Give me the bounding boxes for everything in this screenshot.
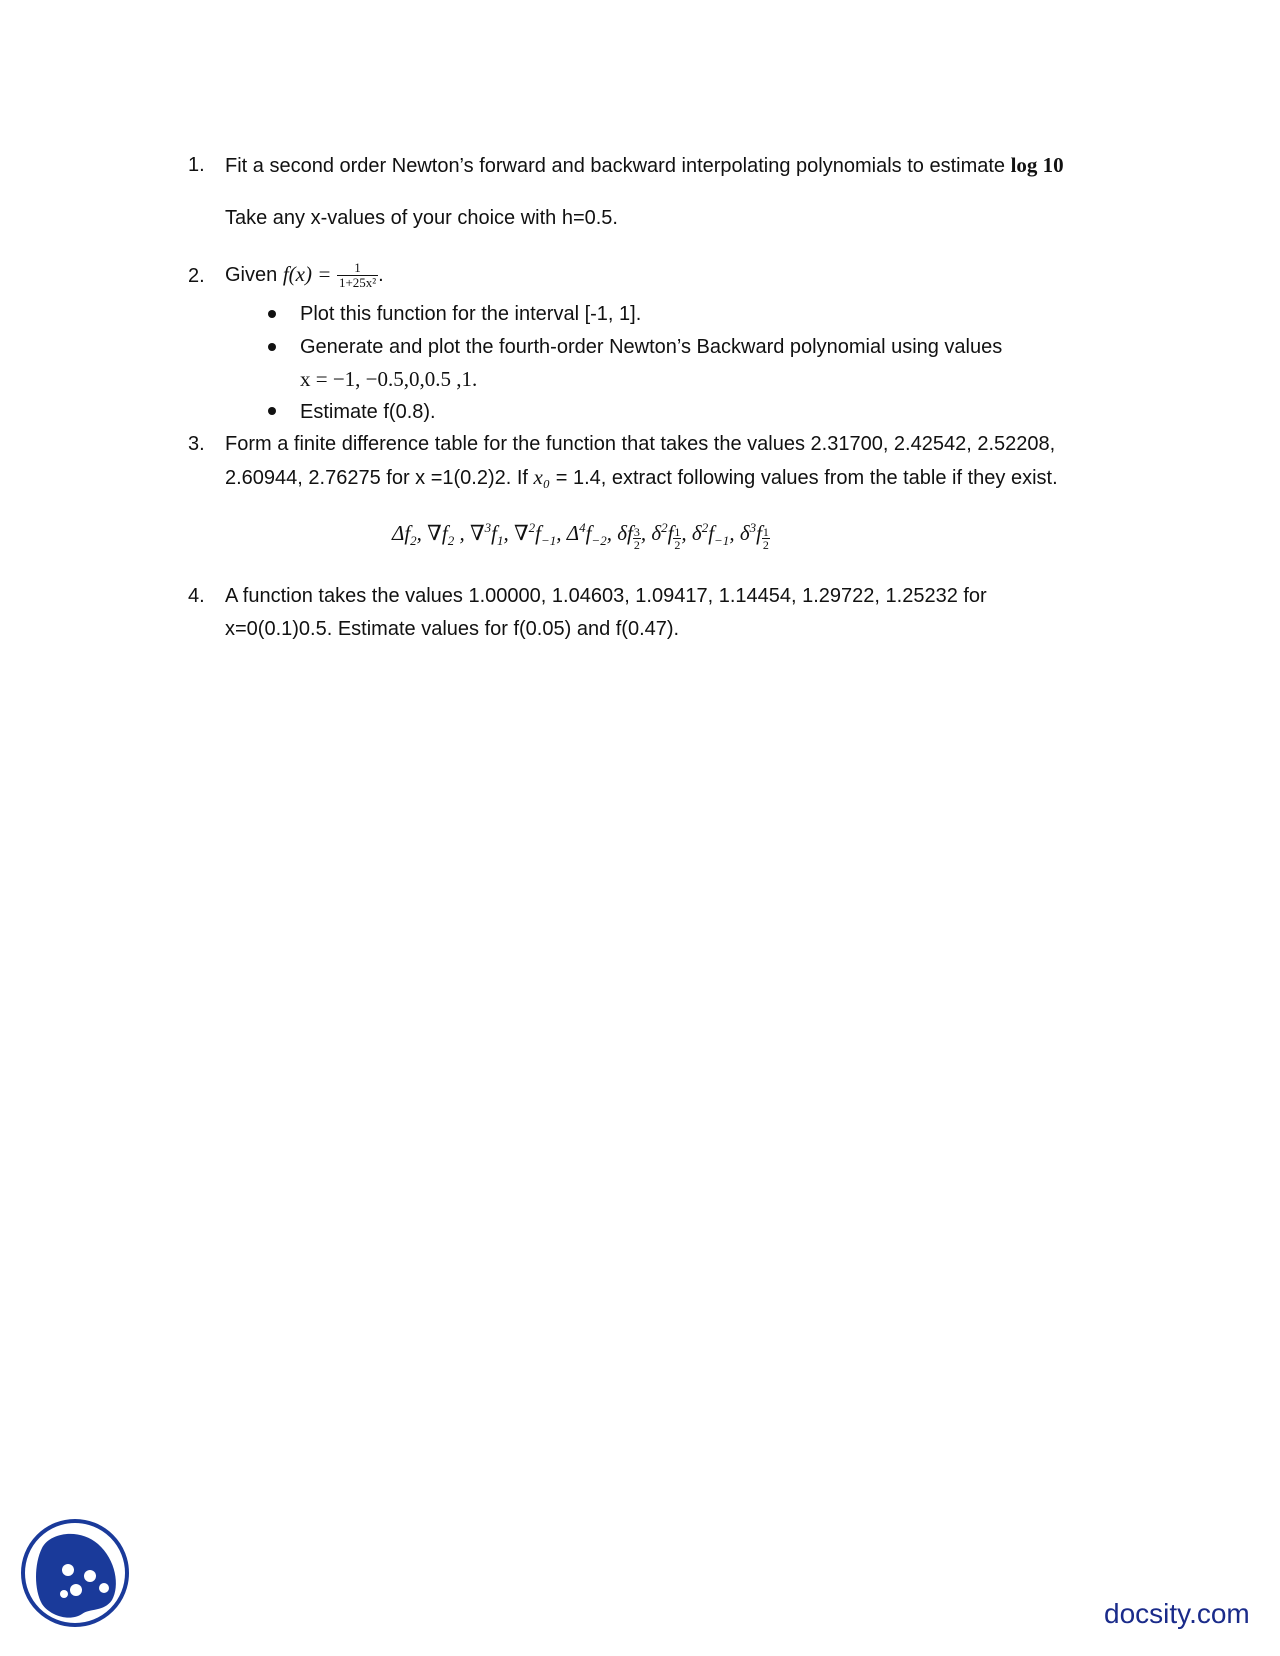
bullet-dot [268, 343, 276, 351]
q2-fraction [337, 261, 378, 290]
q2-period: . [378, 264, 384, 286]
q1-text-line2: Take any x-values of your choice with h=0.5. [225, 207, 618, 229]
q1-text: Fit a second order Newton’s forward and backward interpolating polynomials to estimate [225, 155, 1011, 177]
q1-math-log: log 10 [1010, 153, 1064, 177]
q1-number: 1. [188, 154, 205, 176]
q3-text-line1: Form a finite difference table for the function that takes the values 2.31700, 2.42542, 2.52208, [225, 433, 1056, 455]
q2-frac-denominator: 1+25x² [338, 275, 377, 291]
q2-x-values: x = −1, −0.5,0,0.5 ,1. [300, 367, 478, 391]
q2-bullet-2: Generate and plot the fourth-order Newton’s Backward polynomial using values [300, 336, 1003, 358]
q2-fx: f(x) = [282, 262, 332, 286]
q2-frac-numerator: 1 [337, 261, 378, 276]
bullet-dot [268, 407, 276, 415]
q2-number: 2. [188, 265, 205, 287]
q3-x0: x₀ [533, 465, 551, 489]
q3-difference-formula: $\Delta f_2$, $\nabla f_2$ , $\nabla^3f_1$, $\nabla^2f_{-1}$, $\Delta^4f_{-2}$, δf $\frac{3}{2}$ , $\delta^2f$ $\frac{1}{2}$ , $\delta^2f_{-1}$, $\delta^3f$ $\frac{1}{2}$ [392, 520, 769, 552]
q3-text-b: = 1.4, extract following values from the table if they exist. [550, 467, 1058, 489]
q3-text-line2 [225, 465, 1058, 490]
bullet-dot [268, 310, 276, 318]
q2-bullet-3: Estimate f(0.8). [300, 401, 436, 423]
q4-text-line1: A function takes the values 1.00000, 1.04603, 1.09417, 1.14454, 1.29722, 1.25232 for [225, 585, 987, 607]
q3-text-a: 2.60944, 2.76275 for x =1(0.2)2. If [225, 467, 534, 489]
docsity-brand-link[interactable]: docsity.com [1104, 1598, 1250, 1629]
q2-bullet-1: Plot this function for the interval [-1, 1]. [300, 303, 642, 325]
q3-number: 3. [188, 433, 205, 455]
docsity-logo-icon[interactable] [20, 1518, 130, 1628]
q1-text-line1 [225, 153, 1064, 178]
q4-text-line2: x=0(0.1)0.5. Estimate values for f(0.05) and f(0.47). [225, 618, 680, 640]
q2-given-label: Given [225, 264, 283, 286]
q4-number: 4. [188, 585, 205, 607]
q2-given-line [225, 256, 384, 293]
